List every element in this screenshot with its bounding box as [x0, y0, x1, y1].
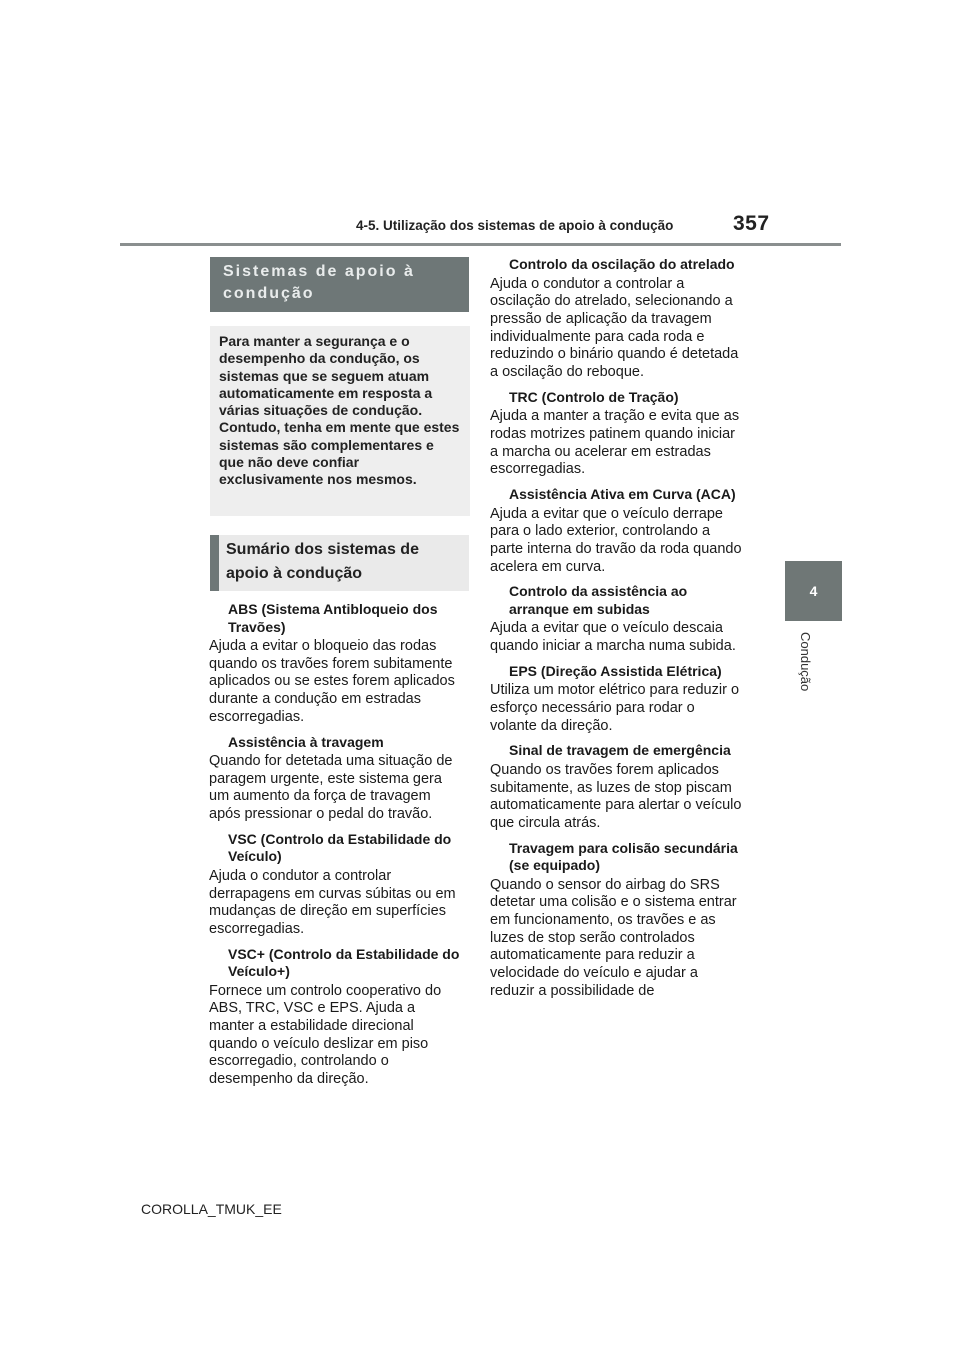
page-number: 357 — [733, 212, 770, 235]
list-item — [209, 734, 464, 824]
header-divider — [120, 243, 841, 246]
item-description: Quando o sensor do airbag do SRS detetar uma colisão e o sistema entrar em funcionamento, os travões e as luzes de stop serão controlados automaticamente para reduzir a velocidade do veículo e ajudar a reduzir a possibilidade de — [490, 876, 737, 999]
item-description: Utiliza um motor elétrico para reduzir o esforço necessário para rodar o volante da direção. — [490, 682, 740, 734]
item-description: Ajuda o condutor a controlar derrapagens em curvas súbitas ou em mudanças de direção em superfícies escorregadias. — [209, 867, 456, 937]
item-title: VSC (Controlo da Estabilidade do Veículo) — [228, 830, 452, 865]
item-title: EPS (Direção Assistida Elétrica) — [509, 662, 722, 679]
running-header-title: 4-5. Utilização dos sistemas de apoio à condução — [356, 218, 674, 233]
list-item — [490, 742, 745, 832]
list-item — [490, 663, 745, 736]
item-title: Controlo da assistência ao arranque em subidas — [509, 583, 688, 617]
chapter-label: Condução — [798, 632, 813, 692]
item-title: ABS (Sistema Antibloqueio dos Travões) — [228, 601, 438, 635]
item-title: TRC (Controlo de Tração) — [509, 388, 679, 405]
item-title: Travagem para colisão secundária (se equipado) — [509, 839, 738, 874]
list-item — [490, 389, 745, 479]
list-item — [209, 831, 464, 939]
item-title: Sinal de travagem de emergência — [509, 742, 731, 759]
item-description: Ajuda a evitar o bloqueio das rodas quando os travões forem subitamente aplicados ou se estes forem aplicados durante a condução em estradas escorregadias. — [209, 638, 455, 725]
footer-model-code: COROLLA_TMUK_EE — [141, 1201, 282, 1217]
item-title: VSC+ (Controlo da Estabilidade do Veículo+) — [228, 945, 460, 980]
list-item — [209, 946, 464, 1089]
item-description: Ajuda a evitar que o veículo derrape para o lado exterior, controlando a parte interna do travão da roda quando acelera em curva. — [490, 505, 742, 575]
chapter-tab[interactable]: 4 — [785, 561, 842, 621]
item-title: Controlo da oscilação do atrelado — [509, 256, 735, 272]
sub-heading: Sumário dos sistemas de apoio à condução — [210, 535, 469, 591]
list-item — [209, 601, 464, 727]
item-description: Quando for detetada uma situação de paragem urgente, este sistema gera um aumento da força de travagem após pressionar o pedal do travão. — [209, 753, 453, 823]
item-title: Assistência à travagem — [228, 733, 384, 750]
left-column — [209, 601, 464, 1096]
list-item — [490, 256, 745, 382]
item-title: Assistência Ativa em Curva (ACA) — [509, 486, 736, 503]
item-description: Ajuda a manter a tração e evita que as rodas motrizes patinem quando iniciar a marcha ou acelerar em estradas escorregadias. — [490, 408, 740, 478]
item-description: Fornece um controlo cooperativo do ABS, TRC, VSC e EPS. Ajuda a manter a estabilidade direcional quando o veículo deslizar em piso escorregadio, controlando o desempenho da direção. — [209, 982, 442, 1088]
item-description: Quando os travões forem aplicados subitamente, as luzes de stop piscam automaticamente para alertar o veículo que circula atrás. — [490, 761, 742, 831]
item-description: Ajuda o condutor a controlar a oscilação do atrelado, selecionando a pressão de aplicação da travagem individualmente para cada roda e reduzindo o binário quando é detetada a oscilação do reboque. — [490, 275, 739, 381]
list-item — [490, 583, 745, 655]
section-heading: Sistemas de apoio à condução — [210, 257, 469, 312]
list-item — [490, 486, 745, 576]
right-column — [490, 256, 745, 1008]
intro-paragraph: Para manter a segurança e o desempenho da condução, os sistemas que se seguem atuam automaticamente em resposta a várias situações de condução. Contudo, tenha em mente que estes sistemas são complementares e que não deve confiar exclusivamente nos mesmos. — [210, 326, 470, 516]
item-description: Ajuda a evitar que o veículo descaia quando iniciar a marcha numa subida. — [490, 620, 736, 655]
list-item — [490, 840, 745, 1001]
